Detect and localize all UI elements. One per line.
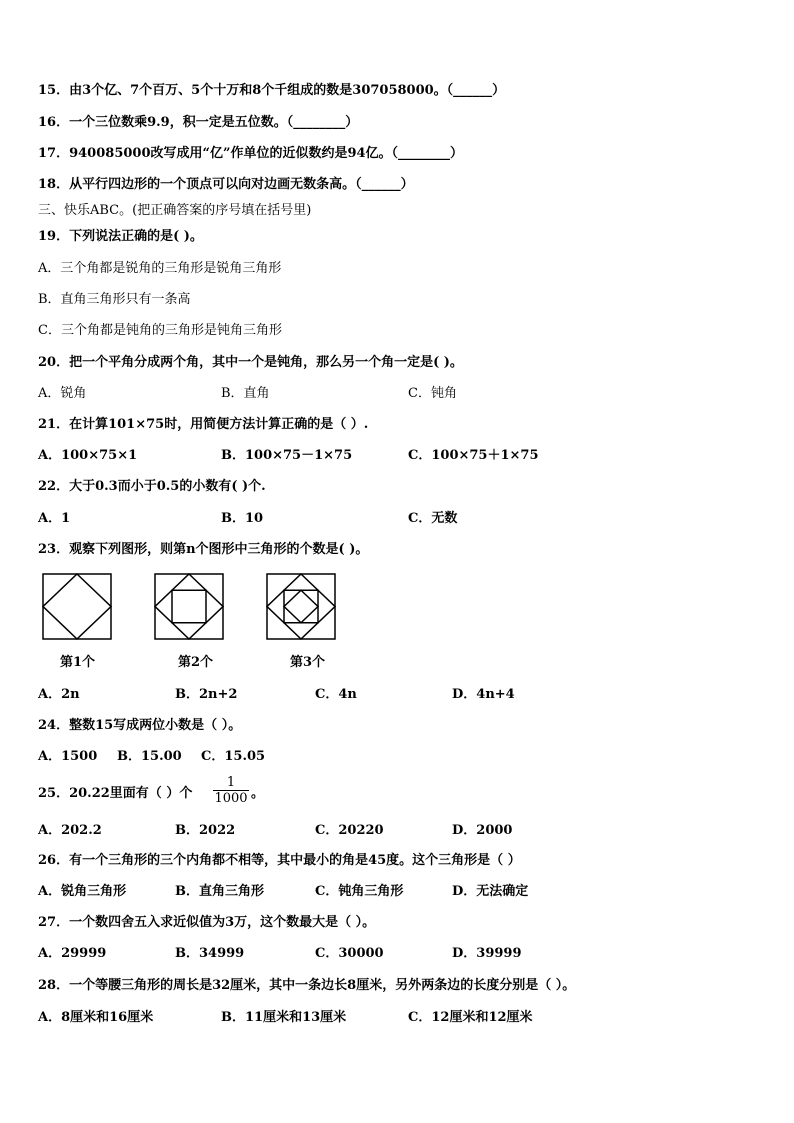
q19-option-c: C．三个角都是钝角的三角形是钝角三角形 (38, 323, 282, 338)
question-24: 24．整数15写成两位小数是（ ）。 (38, 718, 242, 733)
figure-3-caption: 第3个 (290, 655, 326, 670)
question-22: 22．大于0.3而小于0.5的小数有( )个. (38, 479, 266, 494)
q20-option-a: A．锐角 (38, 386, 87, 401)
q24-option-c: C．15.05 (201, 749, 266, 764)
question-26: 26．有一个三角形的三个内角都不相等，其中最小的角是45度。这个三角形是（ ） (38, 853, 521, 868)
figure-2-caption: 第2个 (178, 655, 214, 670)
q28-option-b: B．11厘米和13厘米 (221, 1010, 347, 1025)
q24-option-a: A．1500 (38, 749, 98, 764)
pattern-figure-2 (154, 573, 224, 640)
q25-option-b: B．2022 (175, 823, 236, 838)
pattern-figure-1 (42, 573, 112, 640)
question-17: 17．940085000改写成用“亿”作单位的近似数约是94亿。（________） (38, 146, 464, 161)
q27-option-b: B．34999 (175, 946, 245, 961)
q26-option-a: A．锐角三角形 (38, 884, 127, 899)
question-18: 18．从平行四边形的一个顶点可以向对边画无数条高。（______） (38, 177, 414, 192)
question-19: 19．下列说法正确的是( )。 (38, 229, 203, 244)
q21-option-b: B．100×75－1×75 (221, 448, 353, 463)
q25-option-c: C．20220 (315, 823, 384, 838)
question-16: 16．一个三位数乘9.9，积一定是五位数。（________） (38, 115, 359, 130)
q27-option-c: C．30000 (315, 946, 384, 961)
question-23: 23．观察下列图形，则第n个图形中三角形的个数是( )。 (38, 542, 369, 557)
figure-1-caption: 第1个 (60, 655, 96, 670)
q22-option-b: B．10 (221, 511, 264, 526)
q23-option-c: C．4n (315, 687, 357, 702)
q26-option-c: C．钝角三角形 (315, 884, 404, 899)
q26-option-b: B．直角三角形 (175, 884, 264, 899)
q20-option-c: C．钝角 (408, 386, 457, 401)
q23-option-a: A．2n (38, 687, 80, 702)
q19-option-a: A．三个角都是锐角的三角形是锐角三角形 (38, 261, 282, 276)
q25-period: 。 (251, 786, 265, 801)
pattern-figure-3 (266, 573, 336, 640)
q26-option-d: D．无法确定 (452, 884, 529, 899)
q25-text: 25．20.22里面有（ ）个 (38, 786, 193, 801)
fraction-numerator: 1 (213, 775, 249, 791)
question-21: 21．在计算101×75时，用简便方法计算正确的是（ ）. (38, 417, 369, 432)
question-15: 15．由3个亿、7个百万、5个十万和8个千组成的数是307058000。（______） (38, 83, 506, 98)
q27-option-a: A．29999 (38, 946, 107, 961)
question-20: 20．把一个平角分成两个角，其中一个是钝角，那么另一个角一定是( )。 (38, 355, 463, 370)
q19-option-b: B．直角三角形只有一条高 (38, 292, 191, 307)
question-25 (38, 786, 192, 802)
q21-option-a: A．100×75×1 (38, 448, 138, 463)
question-27: 27．一个数四舍五入求近似值为3万，这个数最大是（ ）。 (38, 915, 376, 930)
q22-option-c: C．无数 (408, 511, 458, 526)
q25-option-a: A．202.2 (38, 823, 102, 838)
q21-option-c: C．100×75＋1×75 (408, 448, 539, 463)
q20-option-b: B．直角 (221, 386, 270, 401)
q28-option-a: A．8厘米和16厘米 (38, 1010, 154, 1025)
question-28: 28．一个等腰三角形的周长是32厘米，其中一条边长8厘米，另外两条边的长度分别是（ ）。 (38, 978, 576, 993)
q27-option-d: D．39999 (452, 946, 522, 961)
q23-option-b: B．2n+2 (175, 687, 238, 702)
fraction-denominator: 1000 (214, 791, 248, 806)
q24-option-b: B．15.00 (117, 749, 182, 764)
q28-option-c: C．12厘米和12厘米 (408, 1010, 533, 1025)
q25-option-d: D．2000 (452, 823, 513, 838)
q22-option-a: A．1 (38, 511, 71, 526)
section-3-heading: 三、快乐ABC。(把正确答案的序号填在括号里) (38, 203, 312, 218)
q23-option-d: D．4n+4 (452, 687, 515, 702)
fraction-1-over-1000 (213, 775, 249, 807)
